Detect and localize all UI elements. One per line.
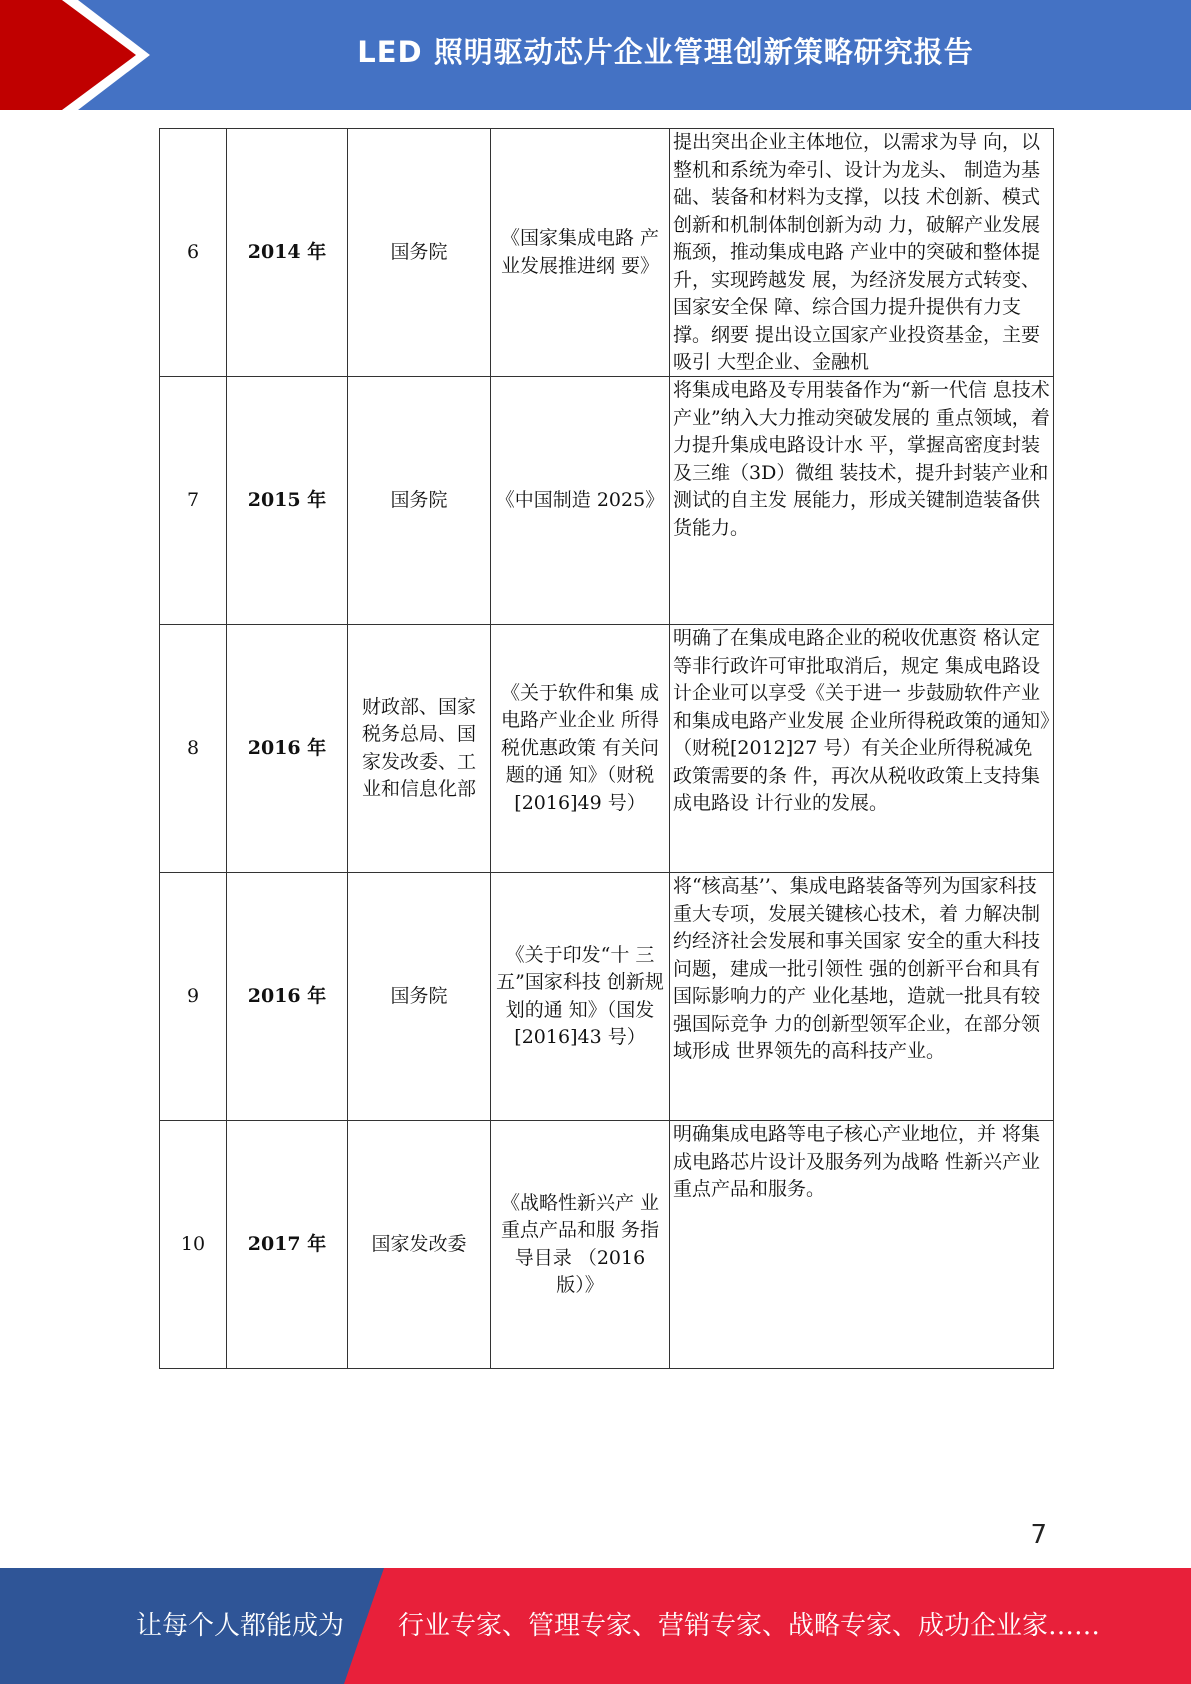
row-year: 2014 年 <box>227 129 348 377</box>
row-department: 国务院 <box>348 129 491 377</box>
row-number: 6 <box>160 129 227 377</box>
row-number: 7 <box>160 377 227 625</box>
row-year: 2016 年 <box>227 625 348 873</box>
row-year: 2015 年 <box>227 377 348 625</box>
page-number: 7 <box>1030 1520 1047 1550</box>
row-content-text: 明确了在集成电路企业的税收优惠资 格认定等非行政许可审批取消后，规定 集成电路设计企业可以享受《关于进一 步鼓励软件产业和集成电路产业发展 企业所得税政策的通知》（财税[2012]27 号）有关企业所得税减免政策需要的条 件，再次从税收政策上支持集成电路设 计行业的发展。 <box>673 627 1050 814</box>
policy-table <box>159 128 1054 1369</box>
row-policy-name: 《中国制造 2025》 <box>491 377 670 625</box>
row-policy-name: 《国家集成电路 产业发展推进纲 要》 <box>491 129 670 377</box>
row-department: 财政部、国家税务总局、国家发改委、工业和信息化部 <box>348 625 491 873</box>
chevron-arrow-icon <box>0 0 160 110</box>
table-row <box>160 625 1054 873</box>
table-row <box>160 1121 1054 1369</box>
row-content <box>670 1121 1054 1369</box>
row-content-text: 明确集成电路等电子核心产业地位，并 将集成电路芯片设计及服务列为战略 性新兴产业重点产品和服务。 <box>673 1123 1041 1200</box>
row-year: 2016 年 <box>227 873 348 1121</box>
table-row <box>160 377 1054 625</box>
row-number: 8 <box>160 625 227 873</box>
row-policy-name: 《战略性新兴产 业重点产品和服 务指导目录 （2016 版）》 <box>491 1121 670 1369</box>
row-content <box>670 377 1054 625</box>
row-content-text: 将集成电路及专用装备作为“新一代信 息技术产业”纳入大力推动突破发展的 重点领域，着力提升集成电路设计水 平，掌握高密度封装及三维（3D）微组 装技术，提升封装产业和测试的自主发 展能力，形成关键制造装备供货能力。 <box>673 379 1050 539</box>
page-title: LED 照明驱动芯片企业管理创新策略研究报告 <box>357 34 974 69</box>
footer-slogan-right: 行业专家、管理专家、营销专家、战略专家、成功企业家…… <box>398 1611 1101 1641</box>
row-department: 国务院 <box>348 377 491 625</box>
footer-banner <box>0 1568 1191 1684</box>
row-number: 10 <box>160 1121 227 1369</box>
footer-slogan-left: 让每个人都能成为 <box>135 1611 344 1641</box>
row-department: 国务院 <box>348 873 491 1121</box>
row-content-text: 将“核高基’’、集成电路装备等列为国家科技重大专项，发展关键核心技术，着 力解决制约经济社会发展和事关国家 安全的重大科技问题，建成一批引领性 强的创新平台和具有国际影响力的产 业化基地，造就一批具有较强国际竞争 力的创新型领军企业，在部分领域形成 世界领先的高科技产业。 <box>673 875 1041 1062</box>
row-number: 9 <box>160 873 227 1121</box>
row-content <box>670 129 1054 377</box>
row-content <box>670 625 1054 873</box>
row-content-text: 提出突出企业主体地位，以需求为导 向，以整机和系统为牵引、设计为龙头、 制造为基础、装备和材料为支撑，以技 术创新、模式创新和机制体制创新为动 力，破解产业发展瓶颈，推动集成电路 产业中的突破和整体提升，实现跨越发 展，为经济发展方式转变、国家安全保 障、综合国力提升提供有力支撑。纲要 提出设立国家产业投资基金，主要吸引 大型企业、金融机 <box>673 131 1041 373</box>
table-row <box>160 873 1054 1121</box>
row-policy-name: 《关于软件和集 成电路产业企业 所得税优惠政策 有关问题的通 知》（财税 [2016]49 号） <box>491 625 670 873</box>
row-content <box>670 873 1054 1121</box>
table-row <box>160 129 1054 377</box>
row-department: 国家发改委 <box>348 1121 491 1369</box>
header-banner <box>0 0 1191 110</box>
row-policy-name: 《关于印发“十 三五”国家科技 创新规划的通 知》（国发 [2016]43 号） <box>491 873 670 1121</box>
row-year: 2017 年 <box>227 1121 348 1369</box>
